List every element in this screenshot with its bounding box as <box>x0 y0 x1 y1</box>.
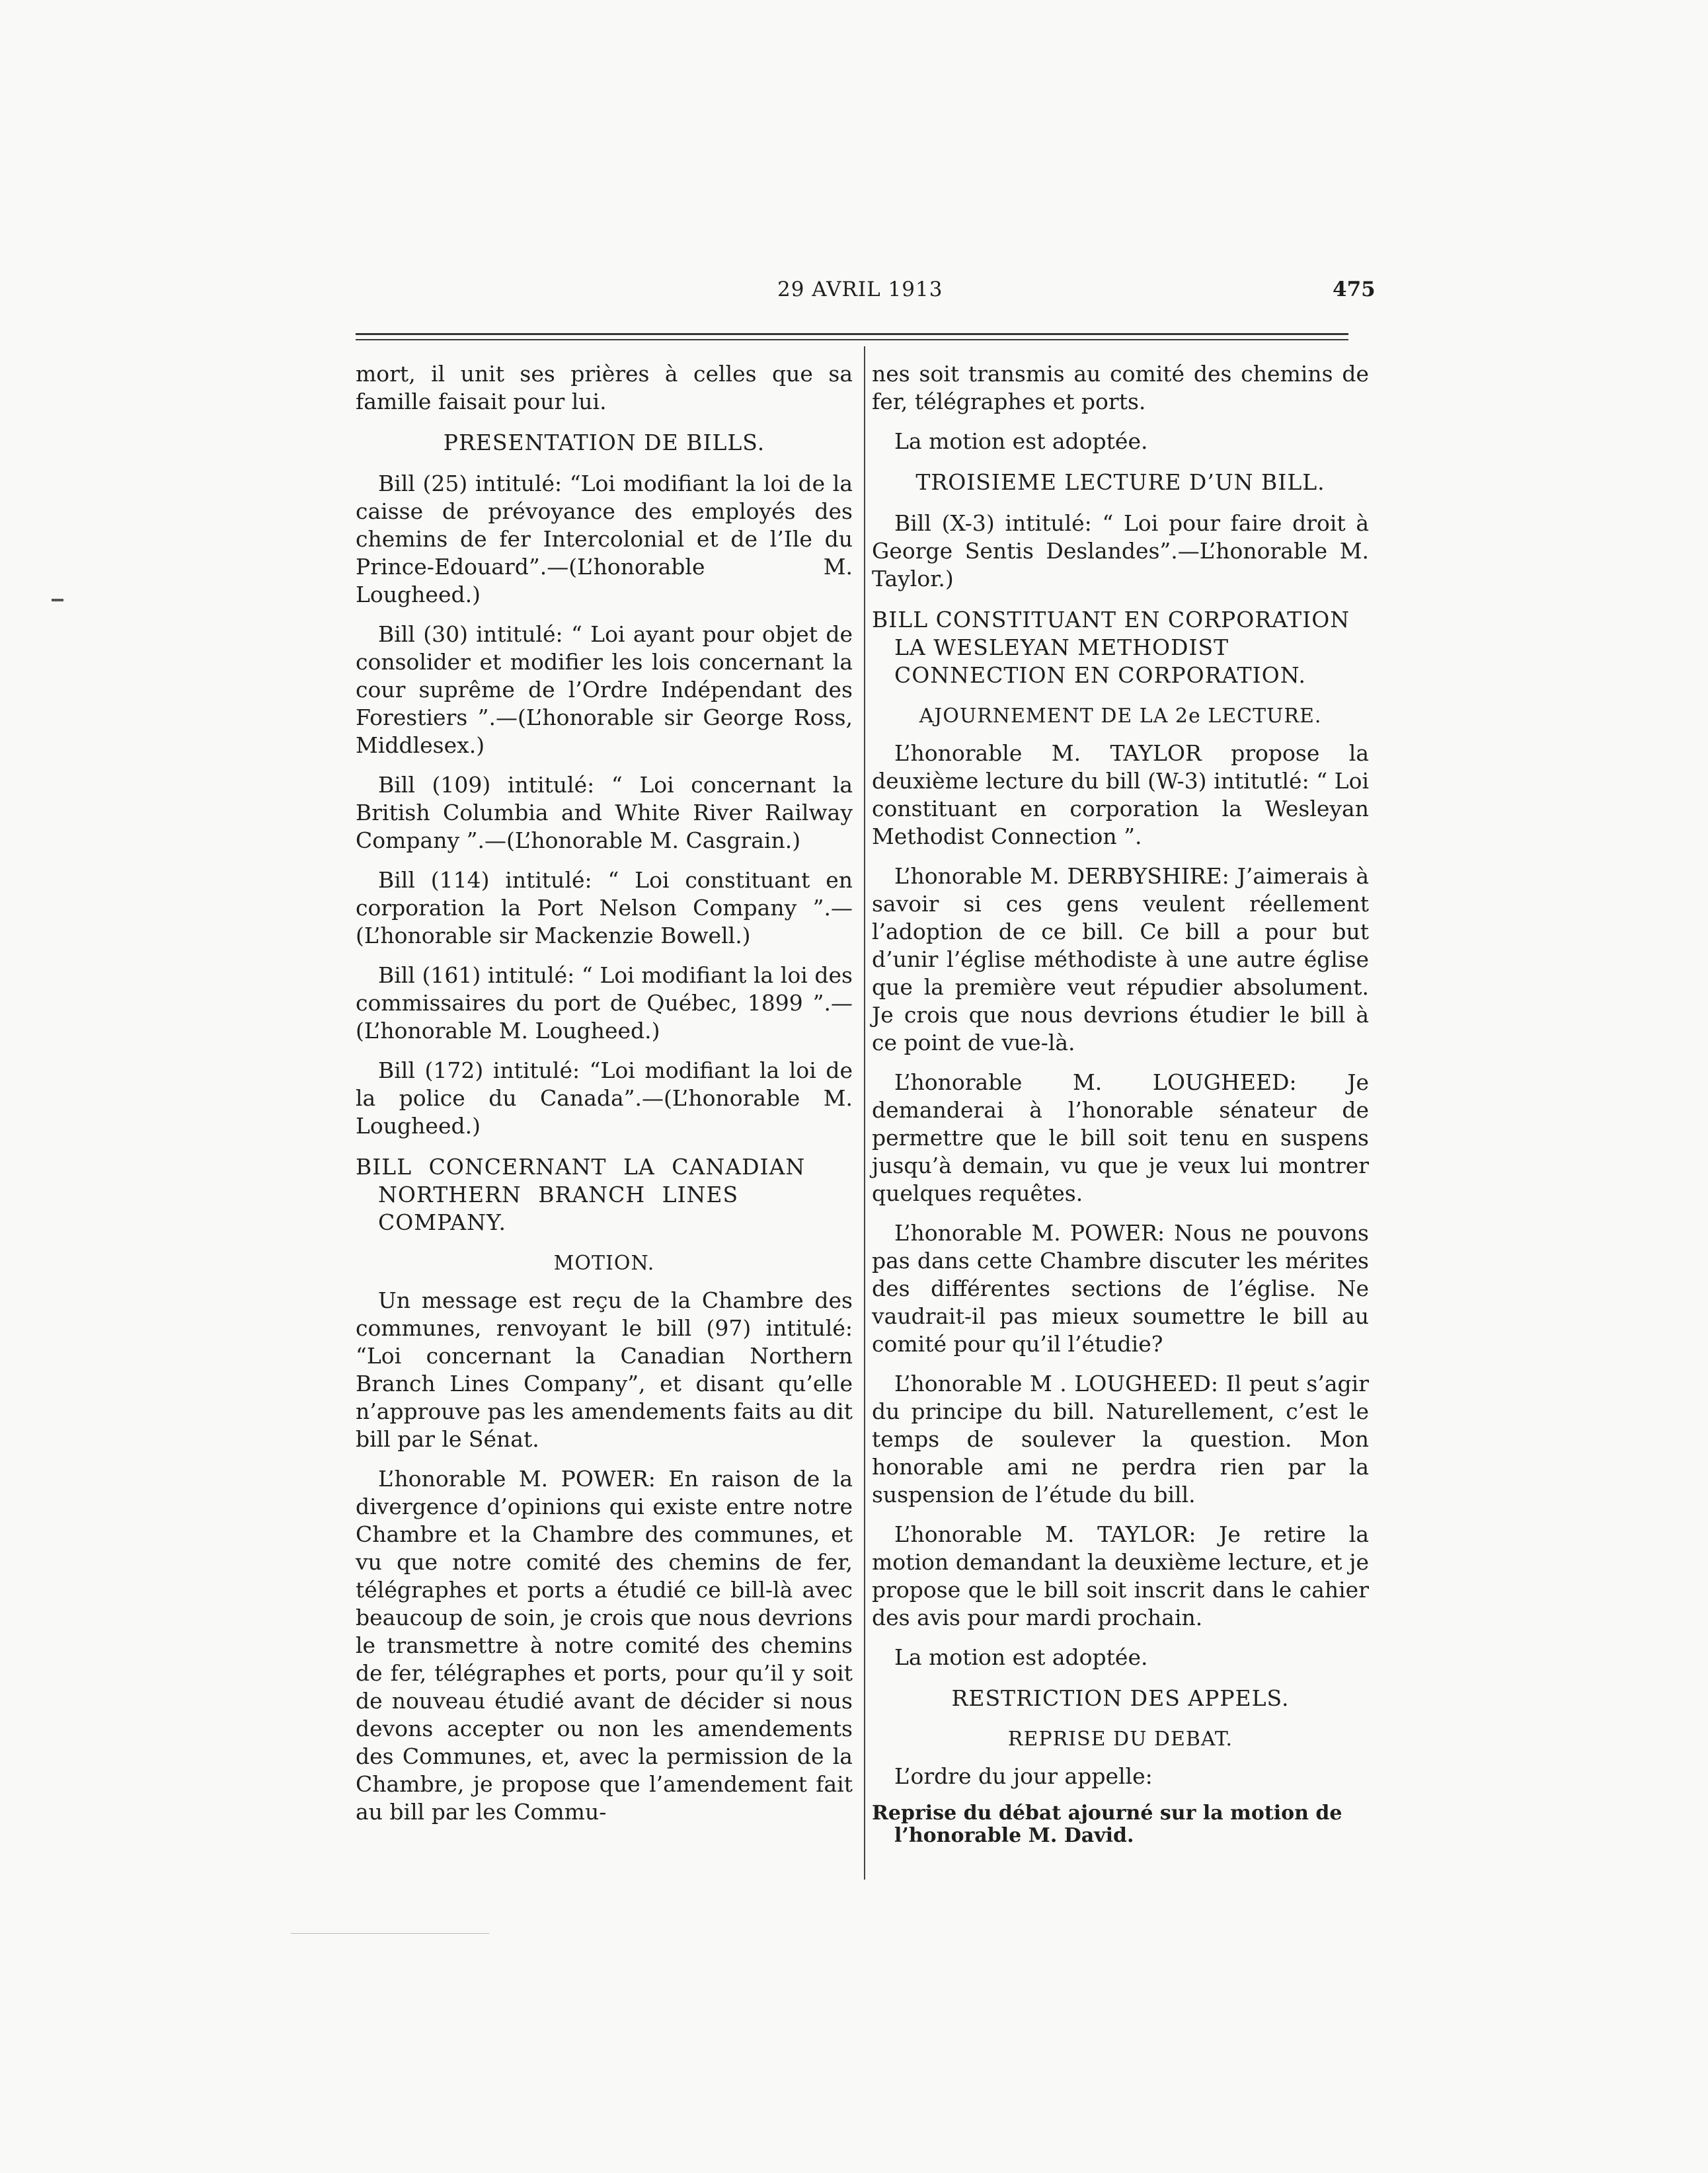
paragraph: La motion est adoptée. <box>894 428 1148 454</box>
subsection-heading: AJOURNEMENT DE LA 2e LECTURE. <box>919 705 1322 728</box>
subsection-heading: REPRISE DU DEBAT. <box>1007 1728 1233 1751</box>
header-date: 29 AVRIL 1913 <box>777 278 943 301</box>
section-heading: BILL CONSTITUANT EN CORPORATION LA WESLEYAN METHODIST CONNECTION EN CORPORATION. <box>872 607 1350 688</box>
paragraph: L’honorable M. LOUGHEED: Je demanderai à l’honorable sénateur de permettre que le bill soit tenu en suspens jusqu’à demain, vu que je veux lui montrer quelques requêtes. <box>872 1069 1369 1206</box>
right-column <box>872 360 1369 1859</box>
paragraph: Bill (172) intitulé: “Loi modifiant la loi de la police du Canada”.—(L’honorable M. Lougheed.) <box>356 1057 853 1139</box>
header-rule-top <box>356 333 1348 335</box>
paragraph: L’honorable M. POWER: En raison de la divergence d’opinions qui existe entre notre Chambre et la Chambre des communes, et vu que notre comité des chemins de fer, télégraphes et ports a étudié ce bill-là avec beaucoup de soin, je crois que nous devrions le transmettre à notre comité des chemins de fer, télégraphes et ports, pour qu’il y soit de nouveau étudié avant de décider si nous devons accepter ou non les amendements des Communes, et, avec la permission de la Chambre, je propose que l’amendement fait au bill par les Commu- <box>356 1466 853 1825</box>
paragraph: L’honorable M. TAYLOR: Je retire la motion demandant la deuxième lecture, et je propose que le bill soit inscrit dans le cahier des avis pour mardi prochain. <box>872 1521 1369 1630</box>
paragraph: Bill (X-3) intitulé: “ Loi pour faire droit à George Sentis Deslandes”.—L’honorable M. Taylor.) <box>872 510 1369 591</box>
paragraph: nes soit transmis au comité des chemins de fer, télégraphes et ports. <box>872 361 1369 414</box>
section-heading: TROISIEME LECTURE D’UN BILL. <box>915 469 1325 495</box>
paragraph: L’honorable M. TAYLOR propose la deuxième lecture du bill (W-3) intitutlé: “ Loi constituant en corporation la Wesleyan Methodist Connection ”. <box>872 740 1369 849</box>
paragraph: L’ordre du jour appelle: <box>894 1763 1153 1789</box>
section-heading: BILL CONCERNANT LA CANADIAN NORTHERN BRANCH LINES COMPANY. <box>356 1154 806 1235</box>
paragraph: Bill (114) intitulé: “ Loi constituant en corporation la Port Nelson Company ”.—(L’honorable sir Mackenzie Bowell.) <box>356 867 853 948</box>
paragraph: L’honorable M. DERBYSHIRE: J’aimerais à savoir si ces gens veulent réellement l’adoption de ce bill. Ce bill a pour but d’unir l’église méthodiste à une autre église que la première veut répudier absolument. Je crois que nous devrions étudier le bill à ce point de vue-là. <box>872 863 1369 1055</box>
column-divider <box>864 346 865 1880</box>
paragraph: Bill (25) intitulé: “Loi modifiant la loi de la caisse de prévoyance des employés des chemins de fer Intercolonial et de l’Ile du Prince-Edouard”.—(L’honorable M. Lougheed.) <box>356 471 853 607</box>
paragraph: Bill (161) intitulé: “ Loi modifiant la loi des commissaires du port de Québec, 1899 ”.—(L’honorable M. Lougheed.) <box>356 962 853 1044</box>
section-heading: PRESENTATION DE BILLS. <box>443 430 765 455</box>
page-number: 475 <box>1333 278 1376 301</box>
paragraph: L’honorable M. POWER: Nous ne pouvons pas dans cette Chambre discuter les mérites des différentes sections de l’église. Ne vaudrait-il pas mieux soumettre le bill au comité pour qu’il l’étudie? <box>872 1220 1369 1357</box>
paragraph: Bill (109) intitulé: “ Loi concernant la British Columbia and White River Railway Company ”.—(L’honorable M. Casgrain.) <box>356 772 853 853</box>
subsection-heading: MOTION. <box>553 1252 655 1275</box>
scan-mark <box>52 599 63 601</box>
section-heading: RESTRICTION DES APPELS. <box>951 1685 1290 1711</box>
paragraph: mort, il unit ses prières à celles que sa famille faisait pour lui. <box>356 361 853 414</box>
paragraph: La motion est adoptée. <box>894 1644 1148 1670</box>
paragraph: L’honorable M . LOUGHEED: Il peut s’agir du principe du bill. Naturellement, c’est le temps de soulever la question. Mon honorable ami ne perdra rien par la suspension de l’étude du bill. <box>872 1371 1369 1507</box>
header-rule-bottom <box>356 339 1348 340</box>
left-column <box>356 360 853 1838</box>
scan-line <box>291 1933 489 1934</box>
paragraph: Reprise du débat ajourné sur la motion de l’honorable M. David. <box>872 1802 1342 1847</box>
paragraph: Un message est reçu de la Chambre des communes, renvoyant le bill (97) intitulé: “Loi concernant la Canadian Northern Branch Lines Company”, et disant qu’elle n’approuve pas les amendements faits au dit bill par le Sénat. <box>356 1287 853 1452</box>
paragraph: Bill (30) intitulé: “ Loi ayant pour objet de consolider et modifier les lois concernant la cour suprême de l’Ordre Indépendant des Forestiers ”.—(L’honorable sir George Ross, Middlesex.) <box>356 621 853 758</box>
